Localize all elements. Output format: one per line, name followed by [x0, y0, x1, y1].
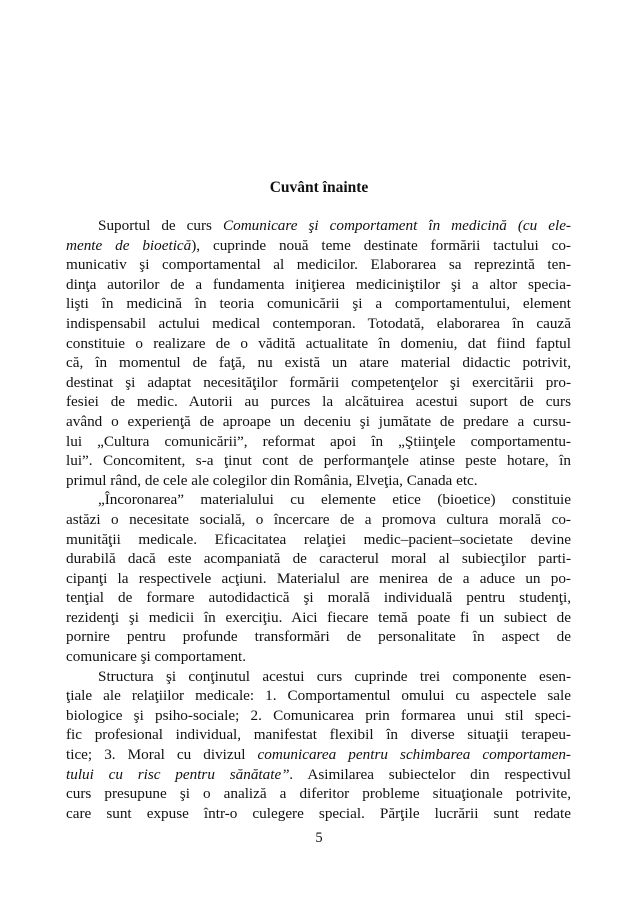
text-line	[66, 588, 571, 608]
text-line	[66, 706, 571, 726]
text-segment: Asimilarea subiectelor din respectivul	[293, 765, 571, 783]
text-segment: munităţii medicale. Eficacitatea relaţiei medic–pacient–societate devine	[66, 530, 571, 548]
text-segment: astăzi o necesitate socială, o încercare de a promova cultura morală co-	[66, 510, 571, 528]
text-line	[66, 569, 571, 589]
text-segment: pornire pentru profunde transformări de personalitate în aspect de	[66, 628, 571, 646]
text-line	[66, 627, 571, 647]
text-segment: fesiei de medic. Autorii au purces la alcătuirea acestui suport de curs	[66, 393, 571, 411]
text-line	[66, 255, 571, 275]
text-segment: indispensabil actului medical contemporan. Totodată, elaborarea în cauză	[66, 314, 571, 332]
text-segment: tice; 3. Moral cu divizul	[66, 746, 258, 764]
text-line	[66, 451, 571, 471]
text-segment: Structura şi conţinutul acestui curs cuprinde trei componente esen-	[98, 667, 571, 685]
text-segment: comunicare şi comportament.	[66, 648, 247, 666]
text-segment: dinţa autorilor de a fundamenta iniţierea mediciniştilor şi a altor specia-	[66, 275, 571, 293]
text-segment: lui „Cultura comunicării”, reformat apoi în „Ştiinţele comportamentu-	[66, 432, 571, 450]
text-line	[66, 236, 571, 256]
text-segment: lişti în medicină în teoria comunicării şi a comportamentului, element	[66, 295, 571, 313]
text-line	[66, 647, 571, 667]
text-line	[66, 804, 571, 824]
text-line	[66, 725, 571, 745]
text-line	[66, 392, 571, 412]
text-line	[66, 549, 571, 569]
text-segment: destinat şi adaptat necesităţilor formării competenţelor şi exercitării pro-	[66, 373, 571, 391]
text-segment: municativ şi comportamental al medicilor. Elaborarea sa reprezintă ten-	[66, 256, 571, 274]
text-segment: biologice şi psiho-sociale; 2. Comunicarea prin formarea unui stil speci-	[66, 706, 571, 724]
italic-text: comunicarea pentru schimbarea comportamen-	[257, 746, 571, 764]
text-line	[66, 510, 571, 530]
text-segment: lui”. Concomitent, s-a ţinut cont de performanţele atinse peste hotare, în	[66, 452, 571, 470]
text-segment: ţiale ale relaţiilor medicale: 1. Comportamentul omului cu aspectele sale	[66, 687, 571, 705]
text-segment: ), cuprinde nouă teme destinate formării tactului co-	[191, 236, 571, 254]
italic-text: mente de bioetică	[66, 236, 192, 254]
text-segment: cipanţi la respectivele acţiuni. Materialul are menirea de a aduce un po-	[66, 569, 571, 587]
text-segment: având o experienţă de aproape un deceniu şi jumătate de predare a cursu-	[66, 412, 571, 430]
text-segment: tenţial de formare autodidactică şi morală individuală pentru studenţi,	[66, 589, 571, 607]
text-line	[66, 530, 571, 550]
text-line	[66, 275, 571, 295]
text-segment: care sunt expuse într-o culegere special. Părţile lucrării sunt redate	[66, 804, 571, 822]
italic-text: Comunicare şi comportament în medicină (cu ele-	[222, 217, 571, 234]
text-line	[66, 216, 571, 236]
text-segment: Suportul de curs	[98, 217, 223, 234]
page-number: 5	[315, 830, 323, 846]
text-line	[66, 432, 571, 452]
text-segment: că, în momentul de faţă, nu există un atare material didactic potrivit,	[66, 354, 571, 372]
text-segment: rezidenţi şi medicii în exerciţiu. Aici fiecare temă poate fi un subiect de	[66, 608, 571, 626]
text-segment: primul rând, de cele ale colegilor din România, Elveţia, Canada etc.	[66, 471, 478, 489]
text-line	[66, 412, 571, 432]
text-segment: „Încoronarea” materialului cu elemente etice (bioetice) constituie	[98, 491, 571, 509]
text-line	[66, 490, 571, 510]
text-line	[66, 471, 571, 491]
text-line	[66, 667, 571, 687]
text-segment: fic profesional individual, manifestat flexibil în diverse situaţii terapeu-	[66, 726, 571, 744]
text-line	[66, 745, 571, 765]
text-segment: curs presupune şi o analiză a diferitor probleme situaţionale potrivite,	[66, 785, 571, 803]
text-segment: durabilă dacă este acompaniată de caracterul moral al subiecţilor parti-	[66, 550, 571, 568]
text-line	[66, 608, 571, 628]
text-line	[66, 353, 571, 373]
text-line	[66, 294, 571, 314]
text-line	[66, 784, 571, 804]
body-text	[66, 216, 571, 823]
page-title: Cuvânt înainte	[269, 179, 369, 196]
text-segment: constituie o realizare de o vădită actualitate în domeniu, dat fiind faptul	[66, 334, 571, 352]
text-line	[66, 314, 571, 334]
text-line	[66, 686, 571, 706]
text-line	[66, 373, 571, 393]
text-line	[66, 334, 571, 354]
text-line	[66, 765, 571, 785]
italic-text: tului cu risc pentru sănătate”.	[66, 765, 294, 783]
